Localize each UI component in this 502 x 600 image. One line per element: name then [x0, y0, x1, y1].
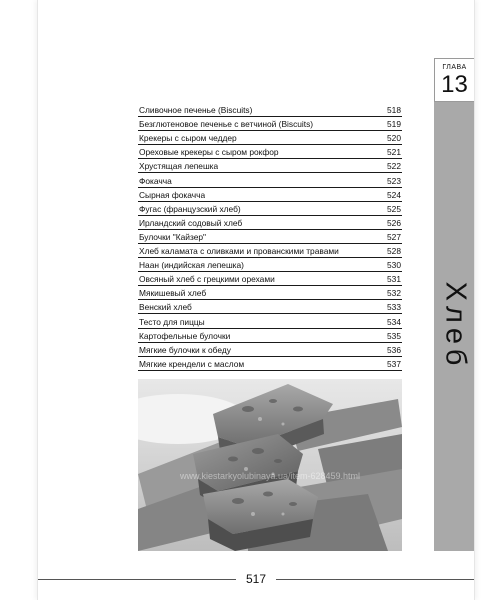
toc-entry-page: 518 [387, 105, 401, 116]
page-number: 517 [245, 572, 267, 586]
toc-entry-title: Безглютеновое печенье с ветчиной (Biscuits) [139, 119, 314, 130]
toc-entry-page: 535 [387, 330, 401, 341]
toc-entry-page: 520 [387, 133, 401, 144]
chapter-title: Хлеб [439, 281, 472, 371]
toc-entry [138, 117, 402, 131]
chapter-box [434, 58, 474, 102]
table-of-contents [138, 103, 402, 371]
toc-entry-page: 524 [387, 189, 401, 200]
toc-entry [138, 286, 402, 300]
toc-entry-page: 533 [387, 302, 401, 313]
toc-entry-title: Хрустящая лепешка [139, 161, 219, 172]
toc-entry-title: Мякишевый хлеб [139, 288, 207, 299]
chapter-number: 13 [441, 71, 468, 98]
toc-entry [138, 216, 402, 230]
toc-entry-page: 519 [387, 119, 401, 130]
toc-entry-page: 532 [387, 288, 401, 299]
footer-rule-right [276, 579, 474, 580]
toc-entry-title: Сырная фокачча [139, 189, 206, 200]
toc-entry-page: 537 [387, 358, 401, 369]
toc-entry [138, 357, 402, 371]
toc-entry-page: 534 [387, 316, 401, 327]
toc-entry [138, 202, 402, 216]
toc-entry-page: 528 [387, 246, 401, 257]
footer-rule-left [38, 579, 236, 580]
toc-entry [138, 244, 402, 258]
toc-entry-title: Крекеры с сыром чеддер [139, 133, 237, 144]
toc-entry-page: 525 [387, 203, 401, 214]
toc-entry [138, 188, 402, 202]
watermark-text: www.kiestarkyolubinaya.ua/item-628459.html [179, 471, 361, 481]
toc-entry [138, 300, 402, 314]
toc-entry-title: Венский хлеб [139, 302, 192, 313]
toc-entry-title: Картофельные булочки [139, 330, 231, 341]
bread-photo [138, 379, 402, 551]
toc-entry-title: Овсяный хлеб с грецкими орехами [139, 274, 275, 285]
toc-entry-page: 527 [387, 231, 401, 242]
toc-entry-title: Ирландский содовый хлеб [139, 217, 243, 228]
toc-entry-title: Булочки "Кайзер" [139, 231, 207, 242]
toc-entry [138, 314, 402, 328]
toc-entry [138, 103, 402, 117]
toc-entry-title: Наан (индийская лепешка) [139, 260, 244, 271]
toc-entry [138, 230, 402, 244]
toc-entry-title: Мягкие крендели с маслом [139, 358, 245, 369]
toc-entry-page: 522 [387, 161, 401, 172]
toc-entry [138, 258, 402, 272]
toc-entry-title: Фокачча [139, 175, 172, 186]
toc-entry [138, 145, 402, 159]
toc-entry-title: Тесто для пиццы [139, 316, 205, 327]
toc-entry-page: 521 [387, 147, 401, 158]
toc-entry-page: 523 [387, 175, 401, 186]
chapter-label: ГЛАВА [442, 64, 467, 71]
toc-entry-page: 536 [387, 344, 401, 355]
toc-entry [138, 272, 402, 286]
toc-entry-page: 531 [387, 274, 401, 285]
bread-illustration [138, 379, 402, 551]
toc-entry [138, 343, 402, 357]
toc-entry-title: Ореховые крекеры с сыром рокфор [139, 147, 279, 158]
toc-entry [138, 173, 402, 187]
toc-entry-page: 526 [387, 217, 401, 228]
toc-entry [138, 131, 402, 145]
toc-entry [138, 159, 402, 173]
toc-entry-title: Сливочное печенье (Biscuits) [139, 105, 253, 116]
toc-entry-title: Фугас (французский хлеб) [139, 203, 241, 214]
toc-entry [138, 329, 402, 343]
toc-entry-title: Хлеб каламата с оливками и прованскими травами [139, 246, 339, 257]
toc-entry-title: Мягкие булочки к обеду [139, 344, 231, 355]
toc-entry-page: 530 [387, 260, 401, 271]
